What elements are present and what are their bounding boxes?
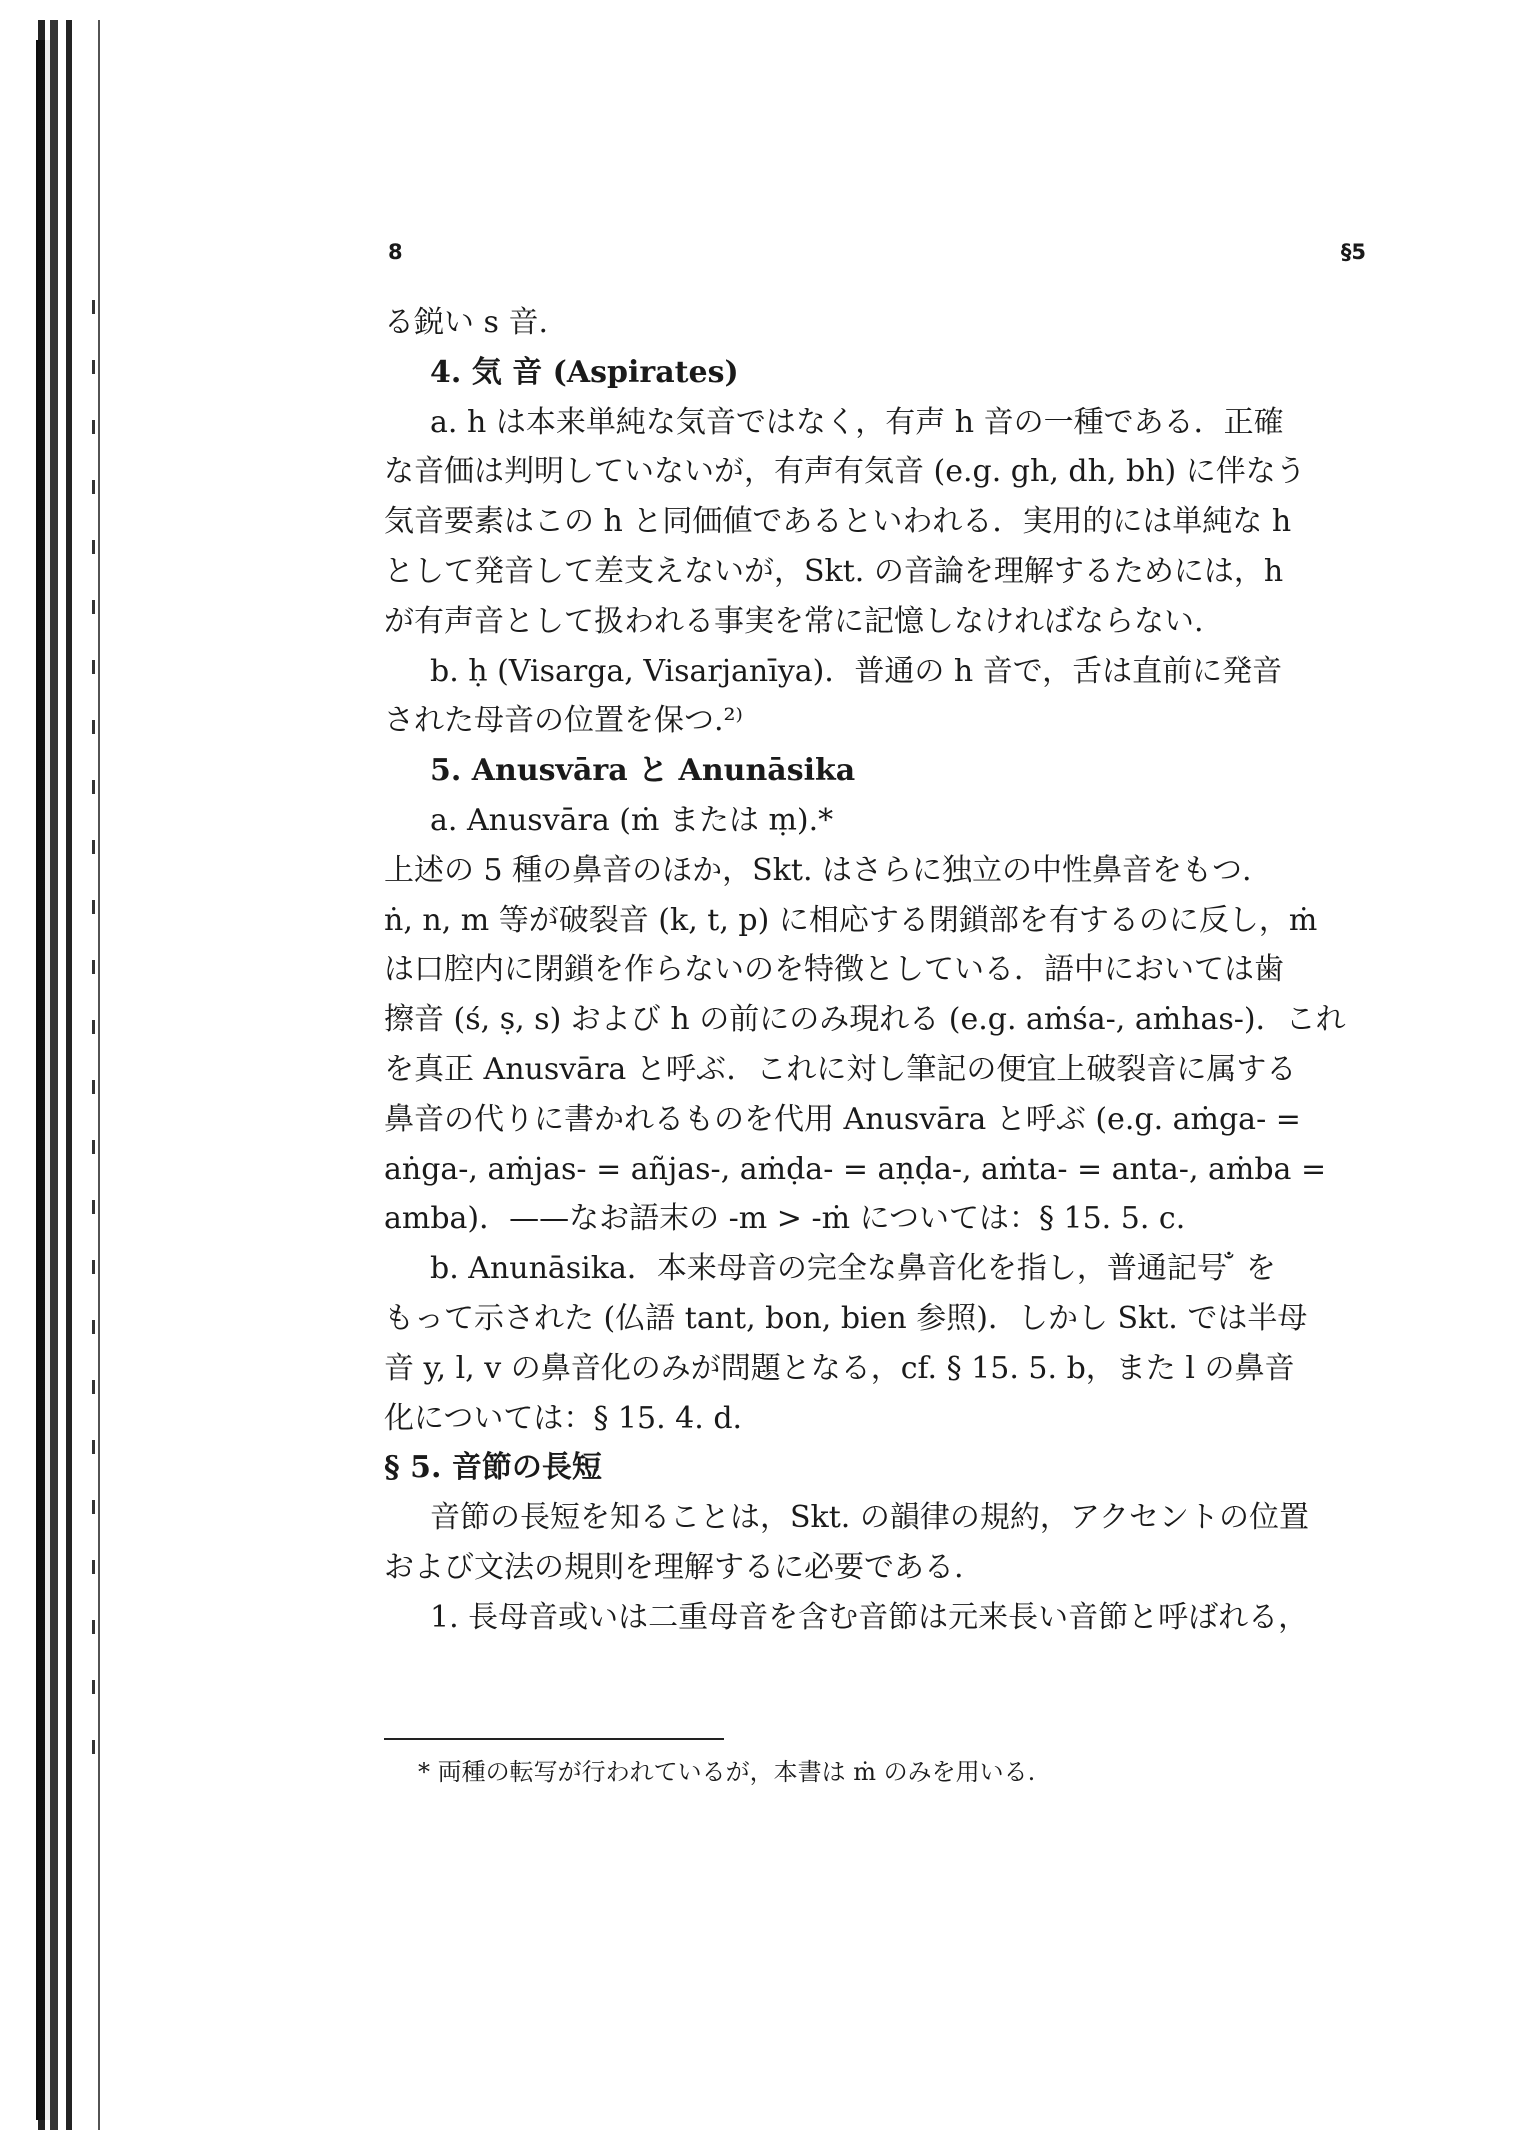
text-line-9: された母音の位置を保つ.²⁾ bbox=[384, 703, 743, 739]
page bbox=[384, 240, 1366, 1790]
text-line-6: として発音して差支えないが，Skt. の音論を理解するためには，h bbox=[384, 553, 1284, 589]
text-line-12: 上述の 5 種の鼻音のほか，Skt. はさらに独立の中性鼻音をもつ. bbox=[384, 852, 1252, 888]
body-text bbox=[384, 298, 1366, 1643]
text-line-15: 擦音 (ś, ṣ, s) および h の前にのみ現れる (e.g. aṁśa-, aṁhas-)．これ bbox=[384, 1002, 1346, 1038]
binding-edge bbox=[38, 20, 110, 2130]
text-line-18: aṅga-, aṁjas- = añjas-, aṁḍa- = aṇḍa-, aṁta- = anta-, aṁba = bbox=[384, 1151, 1327, 1187]
text-line-5: 気音要素はこの h と同価値であるといわれる．実用的には単純な h bbox=[384, 504, 1292, 540]
text-line-8: b. ḥ (Visarga, Visarjanīya)．普通の h 音で，舌は直前に発音 bbox=[430, 653, 1283, 689]
text-line-19: amba)．——なお語末の -m > -ṁ については：§ 15. 5. c. bbox=[384, 1201, 1186, 1237]
footnote: * 両種の転写が行われているが，本書は ṁ のみを用いる. bbox=[418, 1757, 1036, 1786]
running-header bbox=[384, 240, 1366, 264]
heading-anusvara-anunasika: 5. Anusvāra と Anunāsika bbox=[430, 753, 856, 789]
text-line-7: が有声音として扱われる事実を常に記憶しなければならない. bbox=[384, 603, 1204, 639]
text-line-25: 音節の長短を知ることは，Skt. の韻律の規約，アクセントの位置 bbox=[430, 1500, 1309, 1536]
text-line-20: b. Anunāsika．本来母音の完全な鼻音化を指し，普通記号 ̐ を bbox=[430, 1251, 1276, 1287]
page-number: 8 bbox=[388, 240, 403, 264]
text-line-14: は口腔内に閉鎖を作らないのを特徴としている．語中においては歯 bbox=[384, 952, 1284, 988]
text-line-21: もって示された (仏語 tant, bon, bien 参照)．しかし Skt. では半母 bbox=[384, 1300, 1308, 1336]
section-marker: §5 bbox=[1340, 240, 1366, 264]
text-line-27: 1. 長母音或いは二重母音を含む音節は元来長い音節と呼ばれる， bbox=[430, 1599, 1309, 1635]
text-line-1: る鋭い s 音. bbox=[384, 305, 549, 340]
text-line-4: な音価は判明していないが，有声有気音 (e.g. gh, dh, bh) に伴なう bbox=[384, 454, 1306, 490]
text-line-26: および文法の規則を理解するに必要である. bbox=[384, 1549, 964, 1585]
text-line-13: ṅ, n, m 等が破裂音 (k, t, p) に相応する閉鎖部を有するのに反し，ṁ bbox=[384, 902, 1318, 938]
text-line-3: a. h は本来単純な気音ではなく，有声 h 音の一種である．正確 bbox=[430, 404, 1284, 440]
binding-specks bbox=[92, 300, 95, 1800]
text-line-17: 鼻音の代りに書かれるものを代用 Anusvāra と呼ぶ (e.g. aṁga- = bbox=[384, 1101, 1301, 1137]
heading-aspirates: 4. 気 音 (Aspirates) bbox=[430, 354, 739, 390]
footnote-rule bbox=[384, 1738, 724, 1740]
text-line-11: a. Anusvāra (ṁ または ṃ).* bbox=[430, 802, 834, 838]
text-line-16: を真正 Anusvāra と呼ぶ．これに対し筆記の便宜上破裂音に属する bbox=[384, 1051, 1297, 1087]
text-line-23: 化については：§ 15. 4. d. bbox=[384, 1400, 743, 1436]
heading-section-5: § 5. 音節の長短 bbox=[384, 1450, 602, 1486]
text-line-22: 音 y, l, v の鼻音化のみが問題となる，cf. § 15. 5. b，また l の鼻音 bbox=[384, 1350, 1295, 1386]
